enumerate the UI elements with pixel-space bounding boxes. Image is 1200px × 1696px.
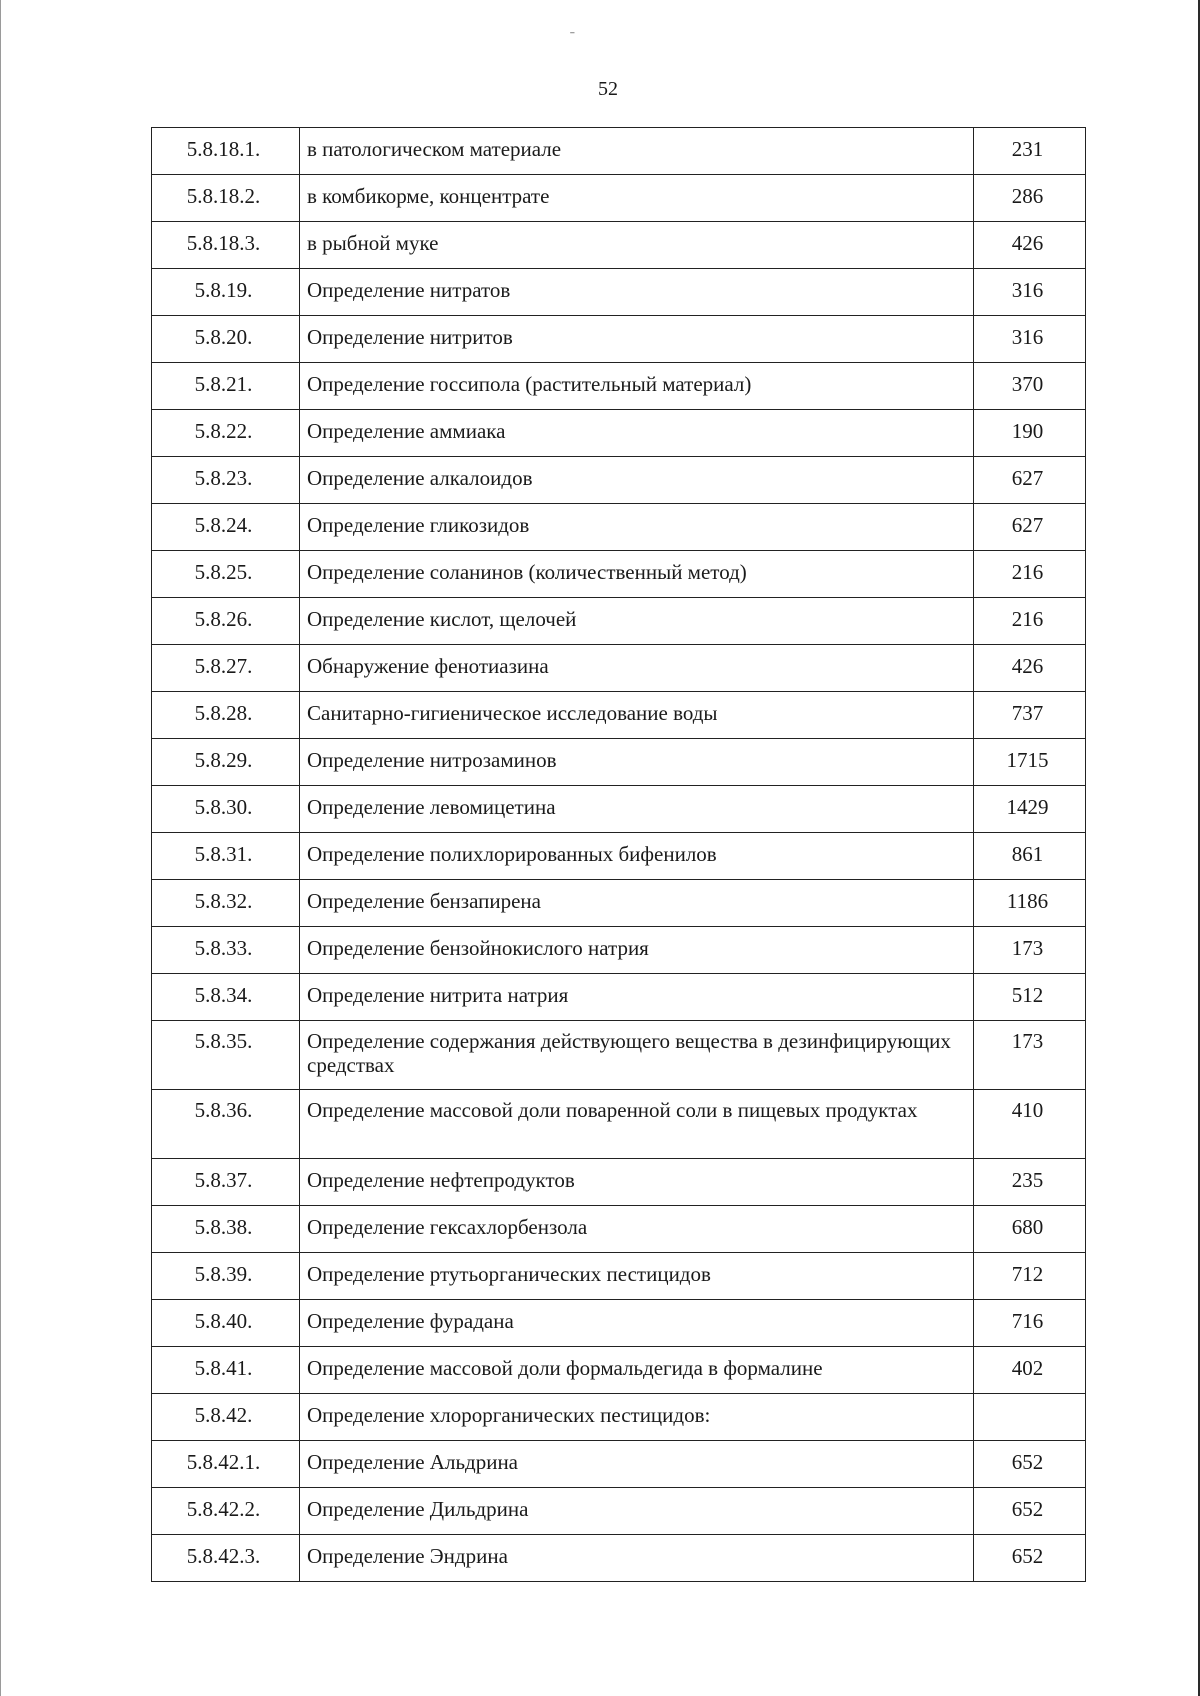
row-price: 402: [974, 1347, 1086, 1394]
row-price: 712: [974, 1253, 1086, 1300]
row-code: 5.8.26.: [152, 598, 300, 645]
table-row: [152, 410, 1086, 457]
table-row: [152, 1300, 1086, 1347]
row-price: 426: [974, 645, 1086, 692]
row-code: 5.8.22.: [152, 410, 300, 457]
table-row: [152, 457, 1086, 504]
row-name: Санитарно-гигиеническое исследование воды: [300, 692, 974, 739]
row-code: 5.8.18.1.: [152, 128, 300, 175]
row-price: 1715: [974, 739, 1086, 786]
row-name: Определение содержания действующего вещества в дезинфицирующих средствах: [300, 1021, 974, 1090]
table-row: [152, 363, 1086, 410]
row-code: 5.8.27.: [152, 645, 300, 692]
row-code: 5.8.36.: [152, 1090, 300, 1159]
row-price: 173: [974, 927, 1086, 974]
row-code: 5.8.42.2.: [152, 1488, 300, 1535]
table-row: [152, 1253, 1086, 1300]
row-code: 5.8.20.: [152, 316, 300, 363]
row-price: 627: [974, 504, 1086, 551]
row-code: 5.8.19.: [152, 269, 300, 316]
table-row: [152, 1090, 1086, 1159]
scan-edge-left: [0, 0, 1, 1696]
table-row: [152, 269, 1086, 316]
row-name: Определение нефтепродуктов: [300, 1159, 974, 1206]
row-price: 861: [974, 833, 1086, 880]
row-name: Определение Дильдрина: [300, 1488, 974, 1535]
row-price: 1429: [974, 786, 1086, 833]
row-price: 512: [974, 974, 1086, 1021]
row-price: 680: [974, 1206, 1086, 1253]
row-name: Определение бензойнокислого натрия: [300, 927, 974, 974]
row-price: 426: [974, 222, 1086, 269]
row-code: 5.8.37.: [152, 1159, 300, 1206]
row-code: 5.8.21.: [152, 363, 300, 410]
scan-speck: ˉ: [570, 30, 575, 45]
row-code: 5.8.42.: [152, 1394, 300, 1441]
row-code: 5.8.29.: [152, 739, 300, 786]
table-row: [152, 1441, 1086, 1488]
row-code: 5.8.42.1.: [152, 1441, 300, 1488]
row-price: 231: [974, 128, 1086, 175]
row-price: 652: [974, 1441, 1086, 1488]
row-name: Определение соланинов (количественный метод): [300, 551, 974, 598]
row-price: 316: [974, 316, 1086, 363]
row-name: Определение массовой доли поваренной соли в пищевых продуктах: [300, 1090, 974, 1159]
row-name: в патологическом материале: [300, 128, 974, 175]
table-row: [152, 786, 1086, 833]
table-row: [152, 128, 1086, 175]
table-row: [152, 833, 1086, 880]
table-row: [152, 739, 1086, 786]
table-row: [152, 551, 1086, 598]
table-row: [152, 645, 1086, 692]
row-price: 190: [974, 410, 1086, 457]
row-price: 737: [974, 692, 1086, 739]
table-row: [152, 222, 1086, 269]
row-name: Определение кислот, щелочей: [300, 598, 974, 645]
row-name: Определение нитратов: [300, 269, 974, 316]
price-table: [151, 127, 1086, 1582]
row-price: 370: [974, 363, 1086, 410]
row-code: 5.8.42.3.: [152, 1535, 300, 1582]
row-price: 316: [974, 269, 1086, 316]
row-price: 216: [974, 551, 1086, 598]
row-price: 235: [974, 1159, 1086, 1206]
table-row: [152, 175, 1086, 222]
row-name: Определение Альдрина: [300, 1441, 974, 1488]
row-code: 5.8.25.: [152, 551, 300, 598]
row-price: 216: [974, 598, 1086, 645]
row-name: Определение гликозидов: [300, 504, 974, 551]
row-name: Определение бензапирена: [300, 880, 974, 927]
row-name: Определение массовой доли формальдегида в формалине: [300, 1347, 974, 1394]
row-name: Определение хлорорганических пестицидов:: [300, 1394, 974, 1441]
table-row: [152, 1159, 1086, 1206]
row-code: 5.8.38.: [152, 1206, 300, 1253]
row-code: 5.8.32.: [152, 880, 300, 927]
table-row: [152, 316, 1086, 363]
row-name: в комбикорме, концентрате: [300, 175, 974, 222]
table-row: [152, 974, 1086, 1021]
row-name: Определение ртутьорганических пестицидов: [300, 1253, 974, 1300]
row-name: Определение Эндрина: [300, 1535, 974, 1582]
table-row: [152, 1206, 1086, 1253]
row-code: 5.8.35.: [152, 1021, 300, 1090]
row-code: 5.8.41.: [152, 1347, 300, 1394]
row-code: 5.8.18.2.: [152, 175, 300, 222]
row-price: 716: [974, 1300, 1086, 1347]
row-name: Определение нитрозаминов: [300, 739, 974, 786]
row-name: Обнаружение фенотиазина: [300, 645, 974, 692]
table-row: [152, 598, 1086, 645]
row-name: Определение левомицетина: [300, 786, 974, 833]
row-name: Определение нитрита натрия: [300, 974, 974, 1021]
row-code: 5.8.40.: [152, 1300, 300, 1347]
row-name: Определение аммиака: [300, 410, 974, 457]
row-code: 5.8.33.: [152, 927, 300, 974]
row-name: в рыбной муке: [300, 222, 974, 269]
row-price: [974, 1394, 1086, 1441]
row-price: 627: [974, 457, 1086, 504]
table-row: [152, 1347, 1086, 1394]
row-price: 410: [974, 1090, 1086, 1159]
row-price: 173: [974, 1021, 1086, 1090]
table-row: [152, 880, 1086, 927]
row-code: 5.8.24.: [152, 504, 300, 551]
row-code: 5.8.18.3.: [152, 222, 300, 269]
row-name: Определение гексахлорбензола: [300, 1206, 974, 1253]
row-name: Определение фурадана: [300, 1300, 974, 1347]
page-number: 52: [598, 78, 618, 100]
table-row: [152, 1394, 1086, 1441]
row-name: Определение алкалоидов: [300, 457, 974, 504]
row-name: Определение госсипола (растительный материал): [300, 363, 974, 410]
row-price: 652: [974, 1535, 1086, 1582]
table-row: [152, 504, 1086, 551]
table-row: [152, 1535, 1086, 1582]
table-row: [152, 1488, 1086, 1535]
row-code: 5.8.31.: [152, 833, 300, 880]
row-price: 286: [974, 175, 1086, 222]
row-code: 5.8.30.: [152, 786, 300, 833]
table-row: [152, 1021, 1086, 1090]
table-row: [152, 927, 1086, 974]
row-code: 5.8.23.: [152, 457, 300, 504]
row-code: 5.8.39.: [152, 1253, 300, 1300]
row-price: 1186: [974, 880, 1086, 927]
row-name: Определение полихлорированных бифенилов: [300, 833, 974, 880]
row-code: 5.8.34.: [152, 974, 300, 1021]
row-code: 5.8.28.: [152, 692, 300, 739]
row-price: 652: [974, 1488, 1086, 1535]
row-name: Определение нитритов: [300, 316, 974, 363]
table-row: [152, 692, 1086, 739]
